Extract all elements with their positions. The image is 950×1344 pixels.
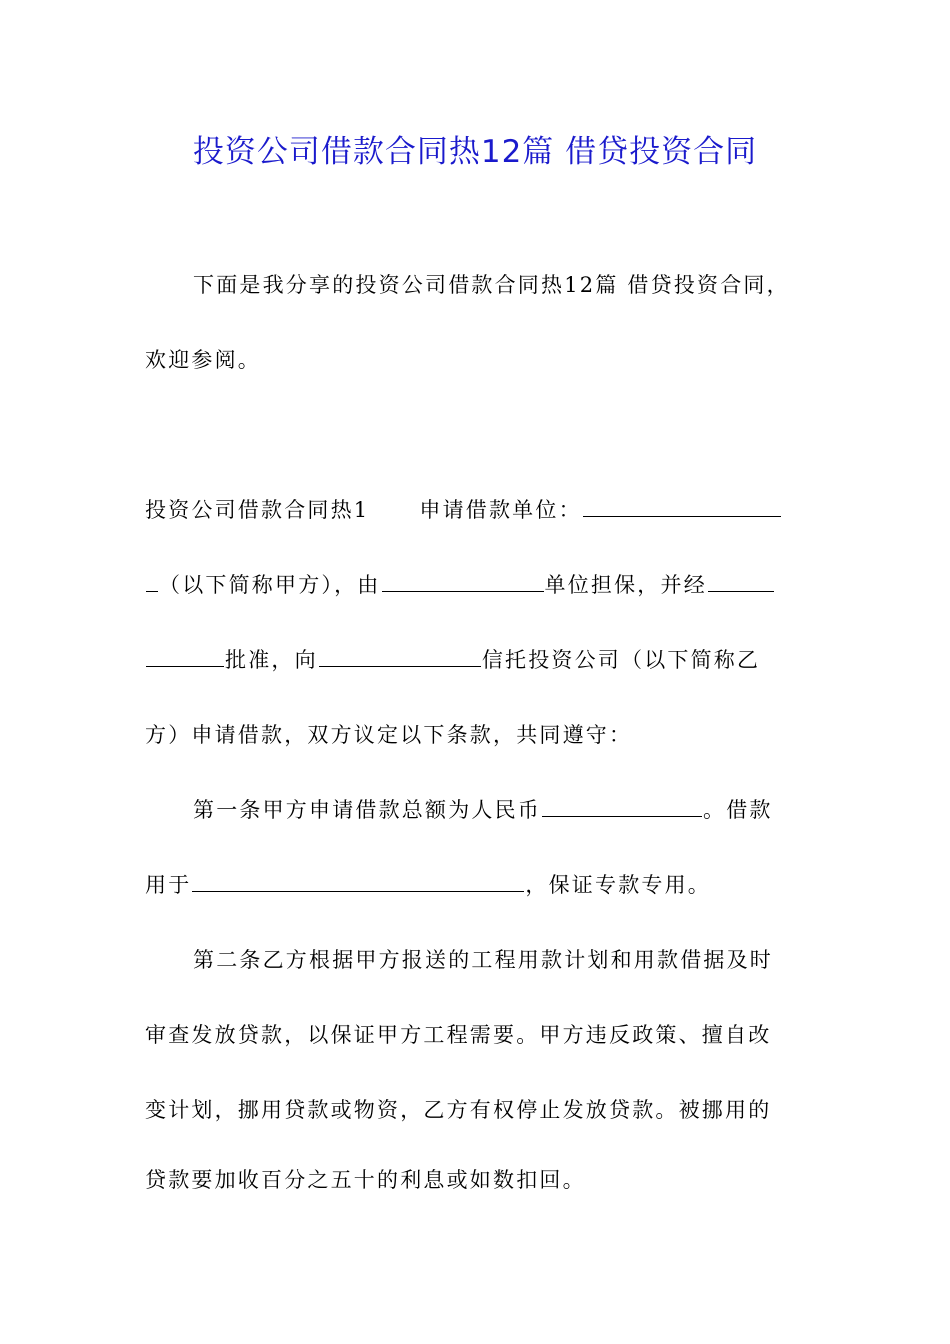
article-1-line-2 — [145, 870, 815, 900]
intro-line-2: 欢迎参阅。 — [145, 348, 261, 372]
section-1-line-3 — [145, 645, 815, 675]
applicant-blank-cont — [146, 573, 158, 592]
article-2-line-1: 第二条乙方根据甲方报送的工程用款计划和用款借据及时 — [193, 948, 773, 972]
text-abbr-party-a: （以下简称甲方），由 — [159, 573, 381, 597]
text-approved: 批准，向 — [225, 648, 318, 672]
section-1-heading: 投资公司借款合同热1 — [145, 498, 370, 522]
text-guarantee: 单位担保，并经 — [544, 573, 707, 597]
section-1-line-1 — [145, 495, 815, 525]
text-used-for: 用于 — [145, 873, 192, 897]
article-1-line-1 — [193, 795, 815, 825]
text-trust-company: 信托投资公司（以下简称乙 — [481, 648, 761, 672]
document-title: 投资公司借款合同热12篇 借贷投资合同 — [192, 134, 758, 170]
text-loan-amount: 第一条甲方申请借款总额为人民币 — [193, 798, 541, 822]
article-2-line-3: 变计划，挪用贷款或物资，乙方有权停止发放贷款。被挪用的 — [145, 1098, 772, 1122]
intro-line-1: 下面是我分享的投资公司借款合同热12篇 借贷投资合同， — [193, 273, 790, 297]
trust-company-blank — [319, 648, 481, 667]
article-2-line-2: 审查发放贷款，以保证甲方工程需要。甲方违反政策、擅自改 — [145, 1023, 772, 1047]
text-loan: 。借款 — [703, 798, 773, 822]
approver-blank — [708, 573, 774, 592]
applicant-blank — [583, 498, 781, 517]
article-2-line-4: 贷款要加收百分之五十的利息或如数扣回。 — [145, 1168, 586, 1192]
text-special-use: ，保证专款专用。 — [525, 873, 712, 897]
approver-blank-cont — [146, 648, 224, 667]
section-1-line-4: 方）申请借款，双方议定以下条款，共同遵守： — [145, 723, 633, 747]
guarantor-blank — [382, 573, 544, 592]
section-1-line-2 — [145, 570, 815, 600]
amount-blank — [542, 798, 702, 817]
applicant-label: 申请借款单位： — [419, 498, 582, 522]
purpose-blank — [192, 873, 524, 892]
